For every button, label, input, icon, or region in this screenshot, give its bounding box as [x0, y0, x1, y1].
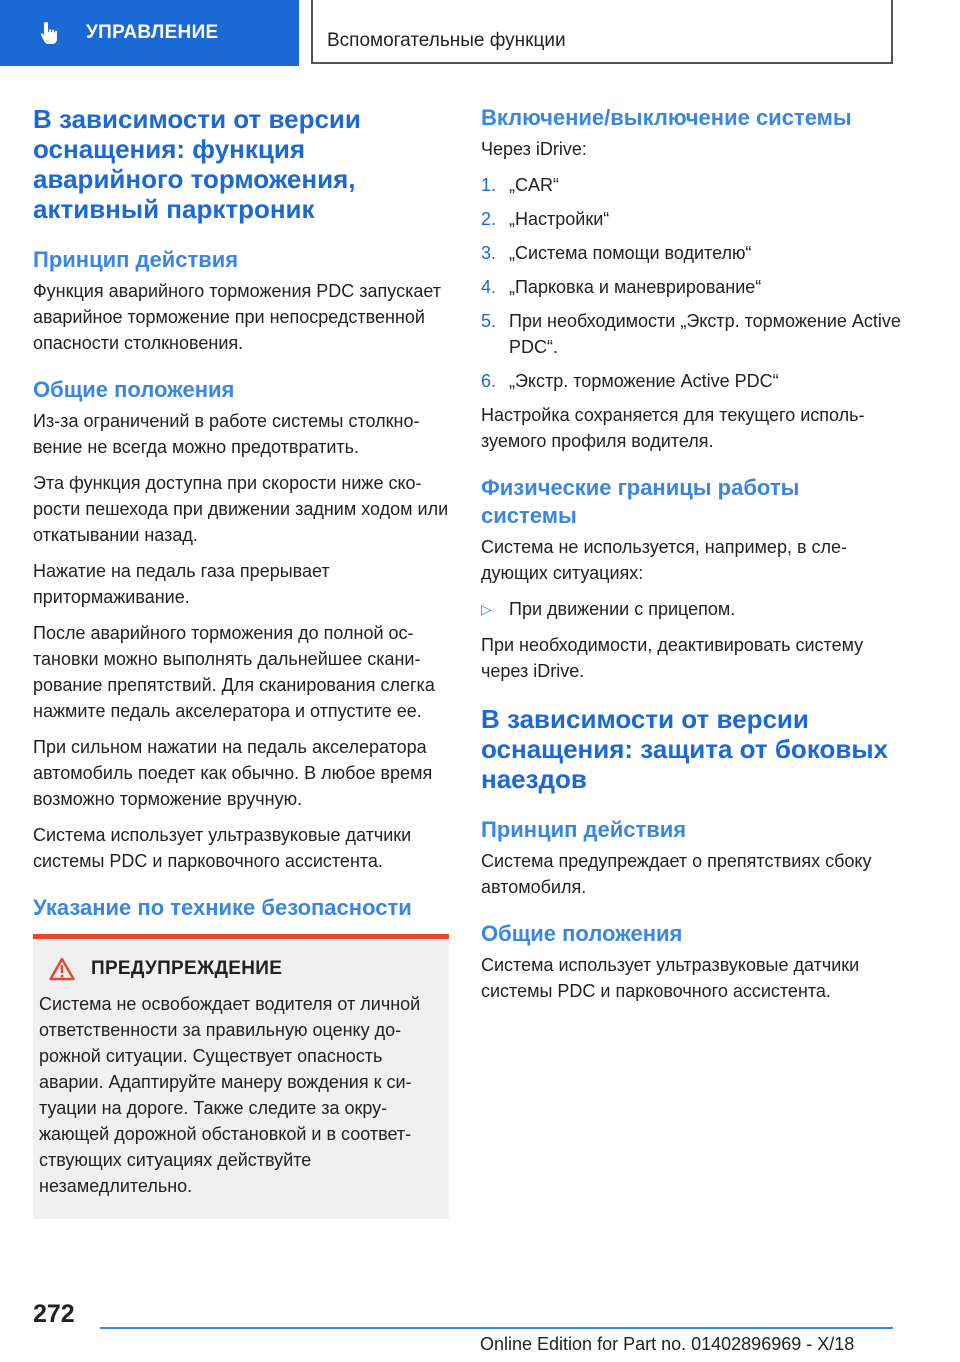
- list-item: [481, 368, 901, 394]
- paragraph: Эта функция доступна при скорости ниже скорости пешехода при движении задним ходом или откатывании назад.: [33, 473, 449, 545]
- footer-divider: [100, 1327, 893, 1329]
- step-text: „Парковка и маневрирование“: [509, 277, 762, 297]
- section-heading: Принцип действия: [481, 817, 687, 842]
- step-number: 5.: [481, 311, 497, 331]
- section-title: Вспомогательные функции: [327, 30, 566, 51]
- bullet-text: При движении с прицепом.: [509, 599, 736, 619]
- paragraph: Нажатие на педаль газа прерывает притормаживание.: [33, 561, 330, 607]
- section-limits: [481, 474, 901, 684]
- step-text: „CAR“: [509, 175, 559, 195]
- step-text: „Система помощи водителю“: [509, 243, 752, 263]
- left-column: [33, 104, 449, 1239]
- bullet-list: [481, 596, 901, 622]
- chapter-tab: [0, 0, 299, 66]
- chapter-label: УПРАВЛЕНИЕ: [86, 22, 219, 43]
- paragraph: При сильном нажатии на педаль акселератора автомобиль поедет как обычно. В любое время возможно торможение вручную.: [33, 737, 433, 809]
- paragraph: Функция аварийного торможения PDC запускает аварийное торможение при непосредственной опасности столкновения.: [33, 281, 442, 353]
- paragraph: Система предупреждает о препятствиях сбоку автомобиля.: [481, 851, 872, 897]
- list-item: [481, 240, 901, 266]
- paragraph: Система использует ультразвуковые датчики системы PDC и парковочного ассистента.: [481, 955, 860, 1001]
- section-general: [33, 376, 449, 874]
- section-heading: Принцип действия: [33, 247, 239, 272]
- step-number: 6.: [481, 371, 497, 391]
- step-number: 3.: [481, 243, 497, 263]
- list-item: [481, 206, 901, 232]
- section-heading: Общие положения: [33, 377, 235, 402]
- section-principle-2: [481, 816, 901, 900]
- paragraph: Через iDrive:: [481, 139, 587, 159]
- warning-text: Система не освобождает водителя от личной ответственности за правильную оценку дорожной ситуации. Существует опасность аварии. Адаптируйте манеру вождения к ситуации на дороге. Также следите за окружающей дорожной обстановкой и в соответствующих ситуациях действуйте незамедлительно.: [39, 994, 421, 1196]
- main-heading-emergency-braking: В зависимости от версии оснащения: функция аварийного торможения, активный парктроник: [33, 104, 361, 224]
- section-header: [311, 0, 893, 64]
- warning-box: [33, 934, 449, 1219]
- list-item: [481, 596, 901, 622]
- paragraph: При необходимости, деактивировать систему через iDrive.: [481, 635, 864, 681]
- section-general-2: [481, 920, 901, 1004]
- section-heading: Общие положения: [481, 921, 683, 946]
- step-text: При необходимости „Экстр. торможение Active PDC“.: [509, 311, 901, 357]
- warning-triangle-icon: [49, 957, 75, 981]
- list-item: [481, 172, 901, 198]
- step-number: 1.: [481, 175, 497, 195]
- warning-header: [39, 957, 439, 981]
- section-safety: [33, 894, 449, 1219]
- right-column: [481, 104, 901, 1024]
- paragraph: Из-за ограничений в работе системы столкновение не всегда можно предотвратить.: [33, 411, 420, 457]
- steps-list: [481, 172, 901, 394]
- list-item: [481, 308, 901, 360]
- main-heading-side-protection: В зависимости от версии оснащения: защита от боковых наездов: [481, 704, 889, 794]
- footer-edition: Online Edition for Part no. 01402896969 - X/18: [480, 1334, 855, 1354]
- section-heading: Включение/выключение системы: [481, 105, 852, 130]
- step-number: 2.: [481, 209, 497, 229]
- list-item: [481, 274, 901, 300]
- hand-pointer-icon: [38, 20, 64, 46]
- page-header: [0, 0, 960, 66]
- paragraph: Настройка сохраняется для текущего используемого профиля водителя.: [481, 405, 865, 451]
- section-principle: [33, 246, 449, 356]
- paragraph: Система использует ультразвуковые датчики системы PDC и парковочного ассистента.: [33, 825, 412, 871]
- section-on-off: [481, 104, 901, 454]
- section-heading: Физические границы работы системы: [481, 475, 800, 528]
- paragraph: Система не используется, например, в следующих ситуациях:: [481, 537, 848, 583]
- warning-title: ПРЕДУПРЕЖДЕНИЕ: [91, 958, 283, 979]
- paragraph: После аварийного торможения до полной остановки можно выполнять дальнейшее сканирование препятствий. Для сканирования слегка нажмите педаль акселератора и отпустите ее.: [33, 623, 435, 721]
- triangle-bullet-icon: ▷: [481, 601, 492, 617]
- step-number: 4.: [481, 277, 497, 297]
- step-text: „Настройки“: [509, 209, 610, 229]
- step-text: „Экстр. торможение Active PDC“: [509, 371, 779, 391]
- section-heading: Указание по технике безопасности: [33, 895, 412, 920]
- page-number: 272: [33, 1300, 75, 1328]
